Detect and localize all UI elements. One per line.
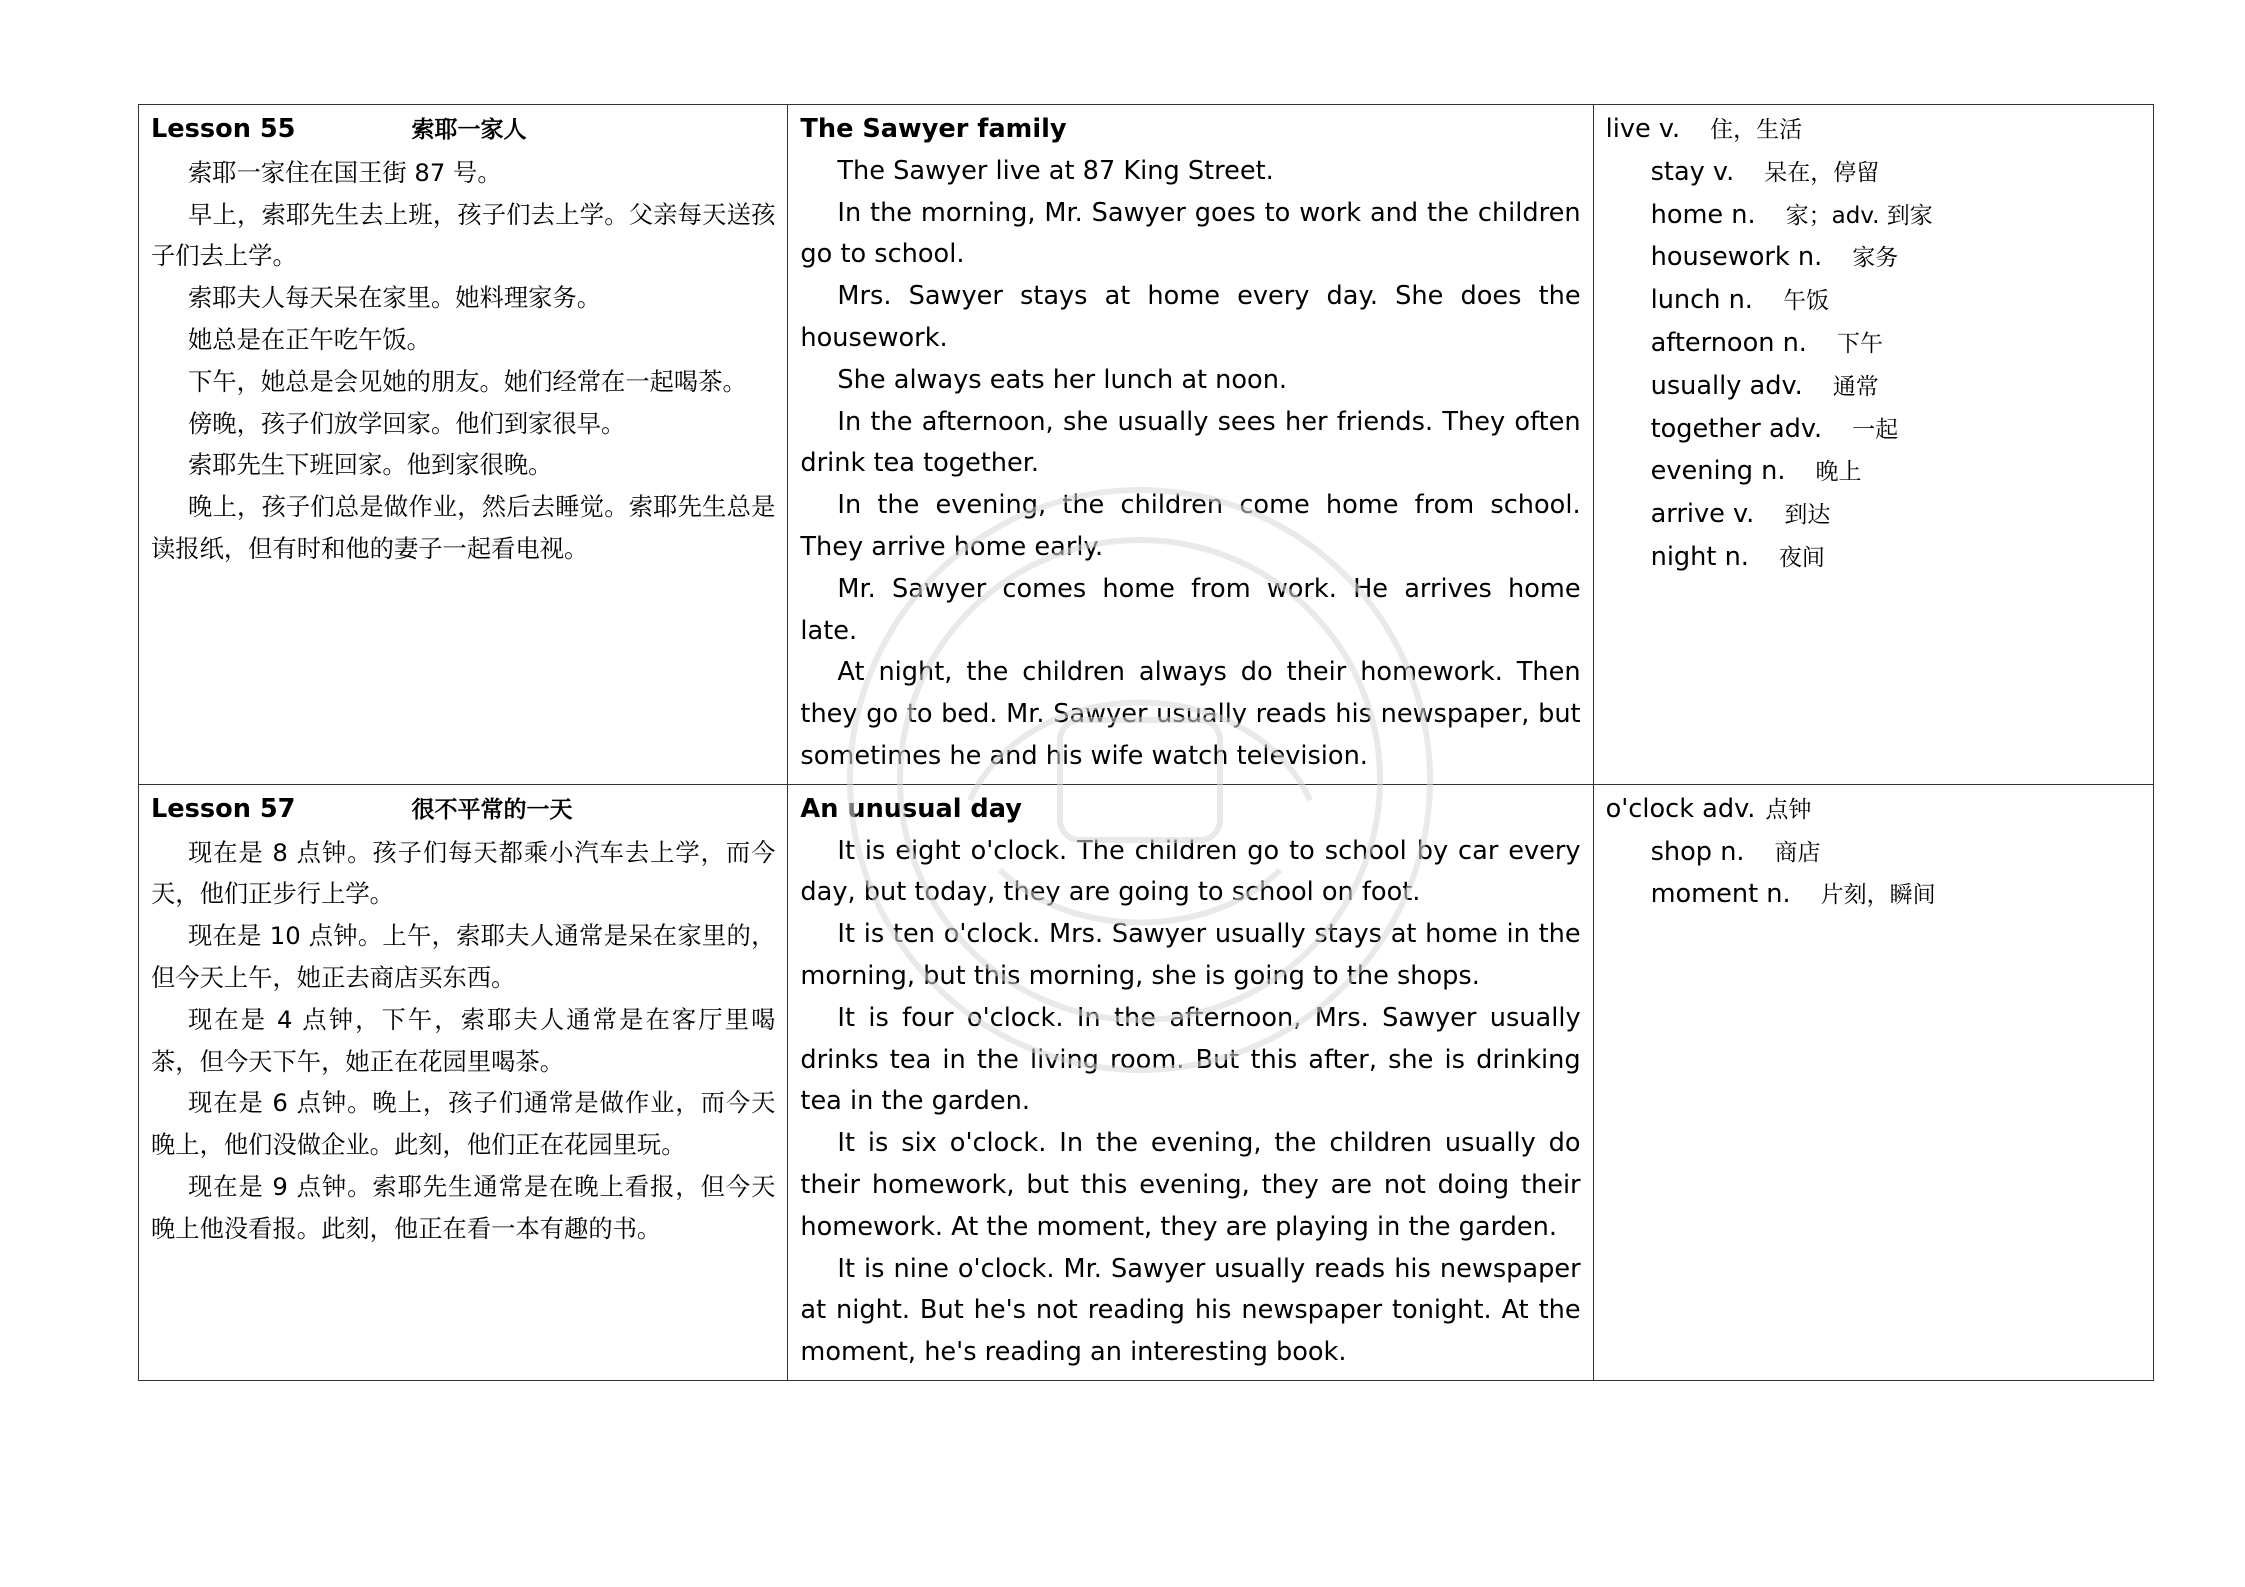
chinese-paragraph: 傍晚，孩子们放学回家。他们到家很早。 [188, 408, 626, 438]
vocab-meaning: 夜间 [1778, 544, 1825, 571]
chinese-paragraph: 索耶先生下班回家。他到家很晚。 [188, 450, 553, 480]
lesson-row [139, 105, 2154, 785]
chinese-text-cell [139, 784, 788, 1380]
chinese-paragraph: 现在是 6 点钟。晚上，孩子们通常是做作业，而今天晚上，他们没做企业。此刻，他们正在花园里玩。 [151, 1088, 776, 1160]
vocab-meaning: 住，生活 [1710, 117, 1803, 143]
vocab-word: o'clock adv. [1605, 793, 1756, 824]
chinese-paragraph: 索耶夫人每天呆在家里。她料理家务。 [188, 283, 602, 313]
english-paragraph: Mr. Sawyer comes home from work. He arrives home late. [800, 573, 1581, 646]
english-text-cell [788, 105, 1593, 785]
vocab-meaning: 通常 [1832, 373, 1879, 400]
vocab-word: arrive v. [1650, 499, 1755, 530]
vocab-entry [1606, 152, 2141, 195]
vocabulary-cell [1593, 105, 2153, 785]
chinese-paragraph: 现在是 4 点钟，下午，索耶夫人通常是在客厅里喝茶，但今天下午，她正在花园里喝茶。 [151, 1004, 776, 1076]
vocab-meaning: 晚上 [1815, 459, 1862, 486]
english-paragraph: It is six o'clock. In the evening, the children usually do their homework, but this evening, they are not doing their homework. At the moment, they are playing in the garden. [800, 1128, 1581, 1242]
vocab-entry [1606, 451, 2141, 494]
vocab-meaning: 下午 [1836, 330, 1883, 357]
chinese-paragraph: 现在是 9 点钟。索耶先生通常是在晚上看报，但今天晚上他没看报。此刻，他正在看一本有趣的书。 [151, 1171, 776, 1243]
vocab-meaning: 点钟 [1765, 796, 1812, 823]
vocab-word: lunch n. [1650, 285, 1753, 316]
vocab-meaning: 到达 [1784, 502, 1831, 529]
vocab-entry [1606, 832, 2141, 875]
vocab-word: evening n. [1650, 456, 1786, 487]
english-paragraph: It is four o'clock. In the afternoon, Mrs. Sawyer usually drinks tea in the living room. But this after, she is drinking tea in the garden. [800, 1002, 1581, 1117]
chinese-paragraph: 现在是 10 点钟。上午，索耶夫人通常是呆在家里的，但今天上午，她正去商店买东西。 [151, 921, 776, 992]
english-paragraph: In the afternoon, she usually sees her friends. They often drink tea together. [800, 406, 1581, 479]
vocab-entry [1606, 237, 2141, 280]
lesson-english-title: The Sawyer family [800, 114, 1067, 144]
vocab-word: night n. [1650, 541, 1749, 572]
vocab-entry [1606, 494, 2141, 537]
english-paragraph: She always eats her lunch at noon. [837, 364, 1288, 395]
vocab-meaning: 片刻，瞬间 [1820, 882, 1936, 909]
lesson-chinese-title: 很不平常的一天 [411, 796, 573, 823]
vocab-meaning: 家；adv. 到家 [1785, 202, 1933, 229]
lesson-english-title: An unusual day [800, 793, 1022, 824]
vocab-word: live v. [1605, 114, 1681, 144]
vocab-entry [1606, 195, 2141, 238]
english-paragraph: The Sawyer live at 87 King Street. [837, 155, 1274, 186]
lesson-heading [151, 789, 775, 832]
english-text-cell [788, 784, 1593, 1380]
english-paragraph: It is ten o'clock. Mrs. Sawyer usually stays at home in the morning, but this morning, she is going to the shops. [800, 919, 1581, 991]
vocab-word: afternoon n. [1650, 327, 1807, 358]
vocab-meaning: 家务 [1852, 245, 1899, 272]
lesson-row [139, 784, 2154, 1380]
lesson-heading [151, 109, 775, 152]
vocab-word: moment n. [1650, 879, 1791, 910]
vocab-meaning: 商店 [1774, 839, 1821, 866]
vocab-entry [1606, 537, 2141, 580]
vocab-entry [1606, 409, 2141, 452]
chinese-paragraph: 晚上，孩子们总是做作业，然后去睡觉。索耶先生总是读报纸，但有时和他的妻子一起看电视。 [151, 492, 776, 563]
lesson-chinese-title: 索耶一家人 [411, 117, 527, 143]
vocab-entry [1606, 323, 2141, 366]
english-paragraph: In the morning, Mr. Sawyer goes to work and the children go to school. [800, 197, 1581, 270]
vocab-entry [1606, 789, 2141, 832]
vocab-meaning: 呆在，停留 [1764, 159, 1880, 186]
vocab-word: together adv. [1650, 413, 1823, 444]
lesson-number: Lesson 57 [151, 793, 296, 824]
vocab-word: usually adv. [1650, 370, 1803, 401]
vocab-word: shop n. [1650, 836, 1745, 867]
vocab-entry [1606, 280, 2141, 323]
english-paragraph: At night, the children always do their homework. Then they go to bed. Mr. Sawyer usually reads his newspaper, but sometimes he and his wife watch television. [800, 657, 1581, 771]
chinese-paragraph: 下午，她总是会见她的朋友。她们经常在一起喝茶。 [188, 366, 747, 396]
english-paragraph: In the evening, the children come home from school. They arrive home early. [800, 490, 1581, 562]
english-paragraph: It is eight o'clock. The children go to school by car every day, but today, they are going to school on foot. [800, 835, 1581, 908]
vocab-entry [1606, 874, 2141, 917]
vocab-entry [1606, 109, 2141, 152]
lesson-table [138, 104, 2154, 1381]
chinese-paragraph: 索耶一家住在国王街 87 号。 [188, 157, 502, 187]
vocab-entry [1606, 366, 2141, 409]
vocab-word: stay v. [1650, 156, 1735, 187]
english-paragraph: Mrs. Sawyer stays at home every day. She does the housework. [800, 281, 1581, 353]
chinese-paragraph: 早上，索耶先生去上班，孩子们去上学。父亲每天送孩子们去上学。 [151, 199, 776, 271]
english-paragraph: It is nine o'clock. Mr. Sawyer usually reads his newspaper at night. But he's not reading his newspaper tonight. At the moment, he's reading an interesting book. [800, 1253, 1581, 1368]
chinese-paragraph: 她总是在正午吃午饭。 [188, 324, 431, 354]
vocabulary-cell [1593, 784, 2153, 1380]
vocab-meaning: 一起 [1852, 416, 1899, 443]
vocab-meaning: 午饭 [1782, 288, 1829, 315]
vocab-word: home n. [1650, 199, 1756, 230]
chinese-text-cell [139, 105, 788, 785]
vocab-word: housework n. [1650, 242, 1823, 273]
chinese-paragraph: 现在是 8 点钟。孩子们每天都乘小汽车去上学，而今天，他们正步行上学。 [151, 837, 776, 909]
lesson-number: Lesson 55 [151, 114, 296, 144]
